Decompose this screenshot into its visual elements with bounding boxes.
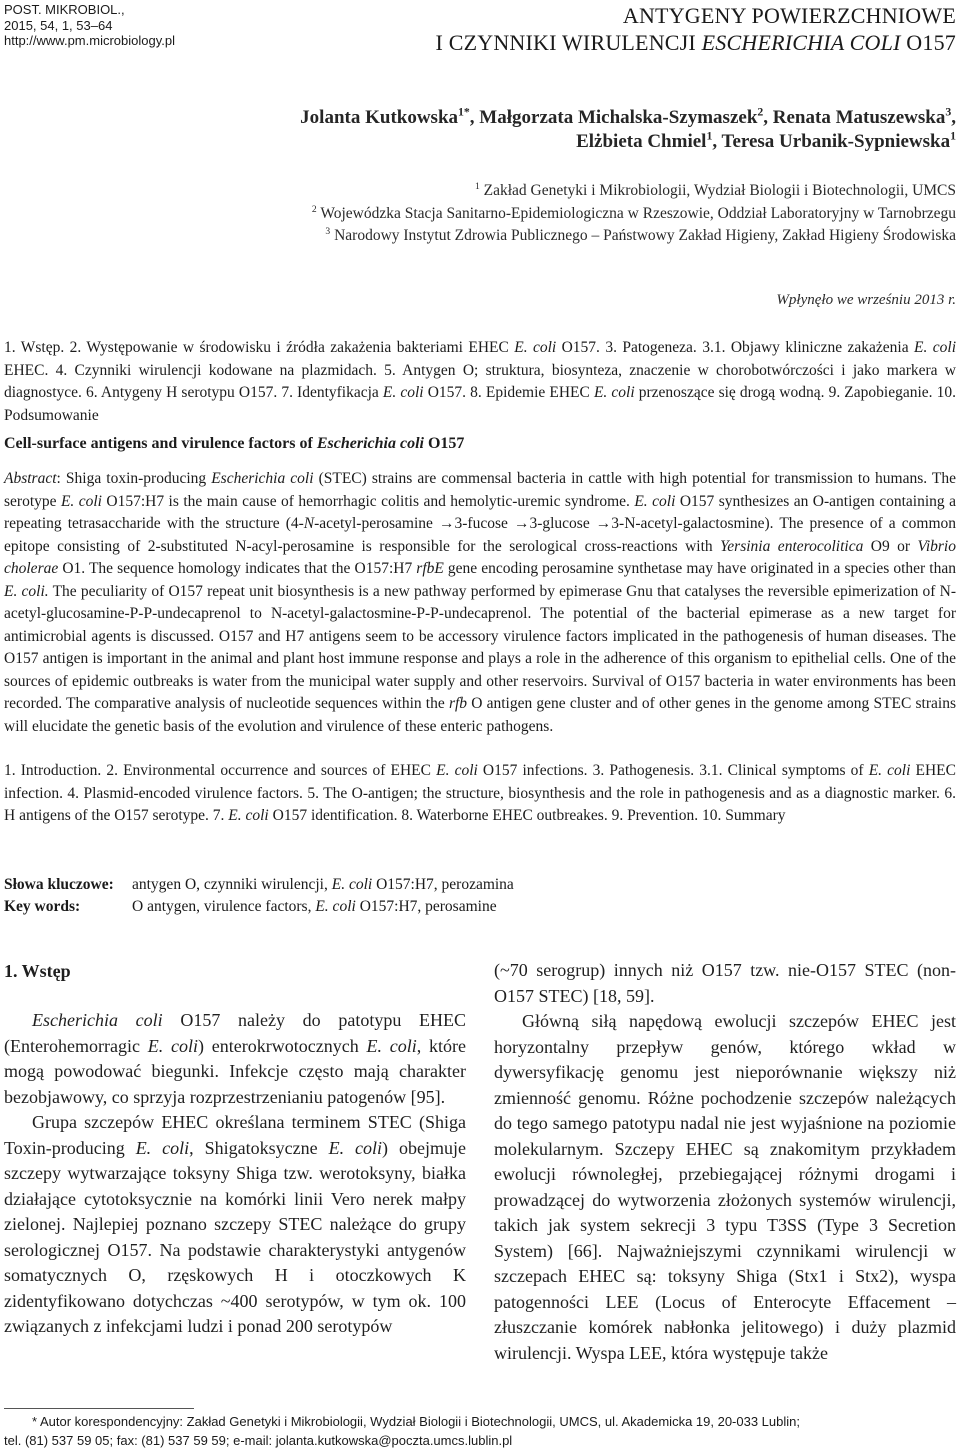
english-title-text: Cell-surface antigens and virulence factors of — [4, 435, 317, 452]
keyword-text: antygen O, czynniki wirulencji, — [132, 876, 332, 893]
toc-text: 1. Introduction. 2. Environmental occurrence and sources of EHEC — [4, 762, 437, 779]
section-heading: 1. Wstęp — [4, 961, 71, 981]
title-text: I CZYNNIKI WIRULENCJI — [435, 30, 702, 55]
affiliation-text: Narodowy Instytut Zdrowia Publicznego – Państwowy Zakład Higieny, Zakład Higieny Środowiska — [330, 227, 956, 244]
toc-species: E. coli — [382, 384, 424, 401]
author-mark: 2 — [757, 105, 764, 119]
author-mark: 3 — [945, 105, 952, 119]
author-sep: , — [951, 107, 956, 128]
body-text: Grupa szczepów EHEC określana terminem STEC (Shiga Toxin-producing — [4, 1112, 466, 1158]
keyword-text: O157:H7, perozamina — [372, 876, 514, 893]
footnote-line-1: * Autor korespondencyjny: Zakład Genetyki i Mikrobiologii, Wydział Biologii i Biotechnologii, UMCS, ul. Akademicka 19, 20-033 Lublin; — [32, 1414, 800, 1429]
keywords-en-values — [132, 896, 497, 918]
body-species: E. coli — [135, 1137, 190, 1158]
keywords — [4, 874, 956, 918]
body-paragraph: (~70 serogrup) innych niż O157 tzw. nie-O157 STEC (non-O157 STEC) [18, 59]. — [494, 960, 956, 1006]
author-sep: , — [763, 107, 773, 128]
article-title-line1: ANTYGENY POWIERZCHNIOWE — [622, 3, 956, 28]
body-paragraph — [4, 1110, 466, 1340]
abstract-text: O157 synthesizes an O-antigen containing a repeating tetrasaccharide with the structure (4- — [4, 492, 956, 532]
abstract-italic: rfbE — [416, 560, 444, 577]
toc-text: 1. Wstęp. 2. Występowanie w środowisku i źródła zakażenia bakteriami EHEC — [4, 339, 515, 356]
author-mark: 1* — [458, 105, 470, 119]
author-name: Renata Matuszewska — [772, 107, 946, 128]
english-title-serotype: O157 — [423, 435, 465, 452]
toc-text: przenoszące się drogą wodną. 9. Zapobieganie. 10. Podsumowanie — [4, 384, 957, 424]
abstract-text: O1. The sequence homology indicates that the O157:H7 — [58, 560, 417, 577]
journal-url[interactable]: http://www.pm.microbiology.pl — [4, 33, 175, 48]
journal-citation — [4, 2, 224, 49]
keyword-species: E. coli — [315, 898, 356, 915]
abstract-text: O antigen gene cluster and of other genes in the genome among STEC strains will elucidate the genetic basis of the evolution and virulence of these enteric pathogens. — [4, 695, 956, 735]
keywords-en — [4, 896, 956, 918]
toc-species: E. coli — [514, 339, 557, 356]
abstract-italic: E. coli — [634, 492, 676, 510]
toc-species: E. coli — [436, 762, 478, 779]
title-serotype: O157 — [900, 30, 956, 55]
article-title — [236, 2, 956, 56]
footnote-divider — [4, 1408, 194, 1409]
author-mark: 1 — [706, 129, 713, 143]
toc-species: E. coli — [868, 762, 911, 779]
footnote-line-2: tel. (81) 537 59 05; fax: (81) 537 59 59; e-mail: jolanta.kutkowska@poczta.umcs.lublin.pl — [4, 1433, 513, 1448]
abstract-italic: Yersinia enterocolitica — [720, 537, 864, 555]
abstract-text: O157:H7 is the main cause of hemorrhagic colitis and hemolytic-uremic syndrome. — [101, 492, 635, 510]
table-of-contents-en — [4, 760, 956, 828]
abstract-italic: E. coli — [60, 492, 102, 510]
toc-text: EHEC. 4. Czynniki wirulencji kodowane na plazmidach. 5. Antygen O; struktura, biosynteza, znaczenie w chorobotwórczości i jako markera w diagnostyce. 6. Antygeny H serotypu O157. 7. Identyfikacja — [4, 361, 956, 401]
abstract-text: (STEC) strains are commensal bacteria in cattle with high potential for transmission to humans. The serotype — [4, 470, 956, 510]
author-name: Elżbieta Chmiel — [576, 131, 707, 152]
author-line-2 — [56, 130, 956, 154]
author-name: Teresa Urbanik-Sypniewska — [721, 131, 951, 152]
keyword-text: O157:H7, perosamine — [355, 898, 497, 915]
affiliation-mark: 2 — [311, 203, 317, 215]
toc-text: O157 infections. 3. Pathogenesis. 3.1. Clinical symptoms of — [477, 762, 869, 779]
toc-species: E. coli — [228, 807, 269, 824]
author-name: Jolanta Kutkowska — [300, 107, 459, 128]
body-species: E. coli — [366, 1035, 417, 1056]
author-line-1 — [56, 106, 956, 130]
journal-volume: 2015, 54, 1, 53–64 — [4, 17, 113, 33]
toc-text: O157. 3. Patogeneza. 3.1. Objawy kliniczne zakażenia — [556, 339, 915, 356]
article-title-line2 — [236, 29, 956, 56]
affiliations — [56, 180, 956, 248]
abstract-italic: Escherichia coli — [211, 470, 314, 487]
toc-species: E. coli — [593, 384, 635, 401]
affiliation-1 — [56, 180, 956, 203]
received-date: Wpłynęło we wrześniu 2013 r. — [776, 292, 956, 308]
body-column-right — [494, 958, 956, 1366]
body-text: , które mogą powodować biegunki. Infekcje często mają charakter bezobjawowy, co sprzyja rozprzestrzenianiu patogenów [95]. — [4, 1035, 466, 1107]
body-text: O157 należy do patotypu EHEC (Enterohemorragic — [4, 1010, 466, 1056]
body-text: ) enterokrwotocznych — [197, 1035, 367, 1056]
affiliation-2 — [56, 203, 956, 226]
keywords-pl-label: Słowa kluczowe: — [4, 876, 114, 893]
journal-name: POST. MIKROBIOL., — [4, 2, 125, 17]
body-paragraph: Główną siłą napędową ewolucji szczepów EHEC jest horyzontalny przepływ genów, którego wkład w dywersyfikację genomu jest nieporównanie większy niż zmienność genomu. Różne pochodzenie szczepów należących do tego samego patotypu nadal nie jest wyjaśnione na poziomie molekularnym. Szczepy EHEC są znakomitym przykładem ewolucji równoległej, przebiegającej różnymi drogami i prowadzącej do wytworzenia złożonych systemów wirulencji, takich jak system sekrecji 3 typu T3SS (Type 3 Secretion System) [66]. Najważniejszymi czynnikami wirulencji w szczepach EHEC są: toksyny Shiga (Stx1 i Stx2), wyspa patogenności LEE (Locus of Enterocyte Effacement – złuszczanie komórek nabłonka jelitowego) i duży plazmid wirulencji. Wyspa LEE, która występuje także — [494, 1011, 956, 1363]
toc-text: O157 identification. 8. Waterborne EHEC outbreakes. 9. Prevention. 10. Summary — [268, 807, 786, 824]
author-list — [56, 106, 956, 154]
keywords-pl-values — [132, 874, 514, 896]
body-species: E. coli — [147, 1035, 198, 1056]
keywords-pl — [4, 874, 956, 896]
body-species: Escherichia coli — [32, 1010, 163, 1030]
title-species: ESCHERICHIA COLI — [701, 30, 901, 55]
body-paragraph — [4, 1008, 466, 1110]
abstract-italic: N — [303, 515, 315, 532]
author-mark: 1 — [950, 129, 956, 143]
affiliation-mark: 1 — [474, 180, 480, 192]
toc-species: E. coli — [914, 339, 956, 356]
abstract-text: The peculiarity of O157 repeat unit biosynthesis is a new pathway performed by epimerase Gnu that catalyses the reversible epimerization of N-acetyl-glucosamine-P-P-undecaprenol to N-acetyl-galactosmine-P-P-undecaprenol. The potential of the bacterial epimerase as a new target for antimicrobial agents is discussed. O157 and H7 antigens seem to be accessory virulence factors implicated in the pathogenesis of human diseases. The O157 antigen is important in the animal and plant host immune response and plays a role in the adherence of this organism to epithelial cells. One of the sources of epidemic outbreaks is water from the municipal water supply and other reservoirs. Survival of O157 bacteria in water environments has been recorded. The comparative analysis of nucleotide sequences within the — [4, 582, 956, 712]
english-title — [4, 433, 956, 455]
author-sep: , — [469, 107, 480, 128]
english-title-species: Escherichia coli — [316, 435, 424, 452]
toc-text: O157. 8. Epidemie EHEC — [423, 384, 594, 401]
affiliation-3 — [56, 225, 956, 248]
table-of-contents-pl — [4, 337, 956, 427]
affiliation-mark: 3 — [325, 225, 331, 237]
abstract — [4, 468, 956, 738]
author-sep: , — [712, 131, 722, 152]
corresponding-author-footnote — [4, 1412, 956, 1450]
author-name: Małgorzata Michalska-Szymaszek — [479, 107, 758, 128]
abstract-text: : Shiga toxin-producing — [56, 470, 212, 487]
body-species: E. coli — [328, 1137, 383, 1158]
keyword-species: E. coli — [331, 876, 373, 893]
abstract-italic: Vibrio cholerae — [4, 537, 956, 577]
affiliation-text: Zakład Genetyki i Mikrobiologii, Wydział Biologii i Biotechnologii, UMCS — [479, 182, 956, 199]
abstract-text: -acetyl-perosamine →3-fucose →3-glucose →3-N-acetyl-galactosmine). The presence of a common epitope consisting of 2-substituted N-acyl-perosamine is responsible for the serological cross-reactions with — [4, 515, 956, 555]
body-text: ) obejmuje szczepy wytwarzające toksyny Shiga tzw. werotoksyny, białka działające cytotoksycznie na komórki linii Vero nerek małpy zielonej. Najlepiej poznano szczepy STEC należące do grupy serologicznej O157. Na podstawie charakterystyki antygenów somatycznych O, rzęskowych H i otoczkowych K zidentyfikowano dotychczas ~400 serotypów, w tym ok. 100 związanych z infekcjami ludzi i ponad 200 serotypów — [4, 1137, 466, 1336]
abstract-text: O9 or — [863, 537, 918, 555]
abstract-text: gene encoding perosamine synthetase may have originated in a species other than — [443, 560, 956, 577]
abstract-label: Abstract — [4, 470, 57, 487]
abstract-italic: E. coli. — [4, 582, 49, 600]
affiliation-text: Wojewódzka Stacja Sanitarno-Epidemiologiczna w Rzeszowie, Oddział Laboratoryjny w Tarnobrzegu — [316, 204, 956, 222]
body-text: , Shigatoksyczne — [189, 1137, 329, 1158]
toc-text: EHEC infection. 4. Plasmid-encoded virulence factors. 5. The O-antigen; the structure, biosynthesis and the role in pathogenesis and as a diagnostic marker. 6. H antigens of the O157 serotype. 7. — [4, 762, 956, 824]
body-column-left — [4, 958, 466, 1340]
keywords-en-label: Key words: — [4, 898, 81, 915]
keyword-text: O antygen, virulence factors, — [132, 898, 316, 915]
abstract-italic: rfb — [448, 695, 468, 712]
